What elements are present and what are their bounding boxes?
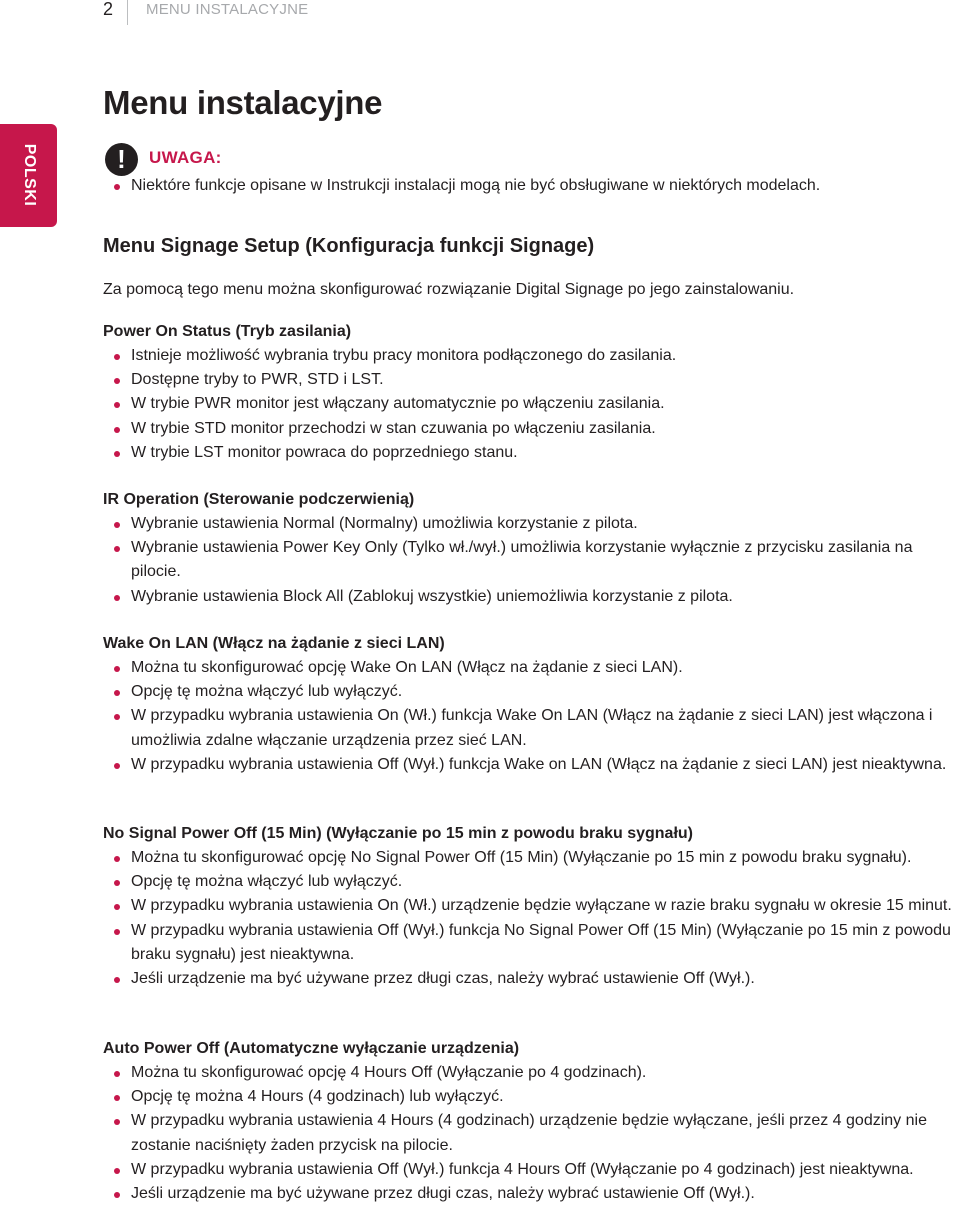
section-power-on-status <box>103 320 958 465</box>
list-item: Można tu skonfigurować opcję 4 Hours Off (Wyłączanie po 4 godzinach). <box>103 1061 958 1085</box>
list-item: Można tu skonfigurować opcję Wake On LAN (Włącz na żądanie z sieci LAN). <box>103 656 958 680</box>
note-text-content: Niektóre funkcje opisane w Instrukcji instalacji mogą nie być obsługiwane w niektórych modelach. <box>131 177 821 194</box>
list-item: W przypadku wybrania ustawienia Off (Wył.) funkcja No Signal Power Off (15 Min) (Wyłączanie po 15 min z powodu braku sygnału) jest nieaktywna. <box>103 919 958 967</box>
language-tab-label: POLSKI <box>21 143 38 207</box>
section-heading: IR Operation (Sterowanie podczerwienią) <box>103 491 415 508</box>
list-item: Jeśli urządzenie ma być używane przez długi czas, należy wybrać ustawienie Off (Wył.). <box>103 967 958 991</box>
page-header <box>0 0 960 25</box>
list-item: Wybranie ustawienia Block All (Zablokuj wszystkie) uniemożliwia korzystanie z pilota. <box>103 585 958 609</box>
section-wake-on-lan <box>103 632 958 777</box>
section-auto-power-off <box>103 1037 958 1206</box>
list-item: W przypadku wybrania ustawienia On (Wł.) funkcja Wake On LAN (Włącz na żądanie z sieci LAN) jest włączona i umożliwia zdalne włączanie urządzenia przez sieć LAN. <box>103 704 958 752</box>
list-item: Opcję tę można włączyć lub wyłączyć. <box>103 680 958 704</box>
warning-icon <box>105 143 138 176</box>
list-item: W przypadku wybrania ustawienia Off (Wył.) funkcja Wake on LAN (Włącz na żądanie z sieci LAN) jest nieaktywna. <box>103 753 958 777</box>
section-ir-operation <box>103 488 958 609</box>
bullet-list <box>103 344 958 465</box>
signage-heading: Menu Signage Setup (Konfiguracja funkcji Signage) <box>103 235 595 257</box>
bullet-list <box>103 656 958 777</box>
section-heading: Power On Status (Tryb zasilania) <box>103 323 352 340</box>
bullet-list <box>103 846 958 991</box>
header-section-title: MENU INSTALACYJNE <box>146 1 309 18</box>
header-divider <box>127 0 128 25</box>
note-text <box>113 177 820 195</box>
list-item: Można tu skonfigurować opcję No Signal Power Off (15 Min) (Wyłączanie po 15 min z powodu braku sygnału). <box>103 846 958 870</box>
list-item: W trybie PWR monitor jest włączany automatycznie po włączeniu zasilania. <box>103 392 958 416</box>
list-item: Dostępne tryby to PWR, STD i LST. <box>103 368 958 392</box>
section-heading: Auto Power Off (Automatyczne wyłączanie urządzenia) <box>103 1040 520 1057</box>
page-number: 2 <box>103 0 114 19</box>
signage-intro: Za pomocą tego menu można skonfigurować rozwiązanie Digital Signage po jego zainstalowaniu. <box>103 281 795 298</box>
list-item: Opcję tę można włączyć lub wyłączyć. <box>103 870 958 894</box>
list-item: W trybie STD monitor przechodzi w stan czuwania po włączeniu zasilania. <box>103 417 958 441</box>
list-item: W przypadku wybrania ustawienia On (Wł.) urządzenie będzie wyłączane w razie braku sygnału w okresie 15 minut. <box>103 894 958 918</box>
list-item: Opcję tę można 4 Hours (4 godzinach) lub wyłączyć. <box>103 1085 958 1109</box>
section-heading: No Signal Power Off (15 Min) (Wyłączanie po 15 min z powodu braku sygnału) <box>103 825 693 842</box>
page-title: Menu instalacyjne <box>103 84 383 121</box>
list-item: W przypadku wybrania ustawienia 4 Hours (4 godzinach) urządzenie będzie wyłączane, jeśli przez 4 godziny nie zostanie naciśnięty żaden przycisk na pilocie. <box>103 1109 958 1157</box>
list-item: Wybranie ustawienia Normal (Normalny) umożliwia korzystanie z pilota. <box>103 512 958 536</box>
language-tab <box>0 124 57 227</box>
list-item: Jeśli urządzenie ma być używane przez długi czas, należy wybrać ustawienie Off (Wył.). <box>103 1182 958 1206</box>
bullet-list <box>103 512 958 609</box>
list-item: Wybranie ustawienia Power Key Only (Tylko wł./wył.) umożliwia korzystanie wyłącznie z przycisku zasilania na pilocie. <box>103 536 958 584</box>
list-item: Istnieje możliwość wybrania trybu pracy monitora podłączonego do zasilania. <box>103 344 958 368</box>
note-label: UWAGA: <box>149 148 222 167</box>
section-heading: Wake On LAN (Włącz na żądanie z sieci LAN) <box>103 635 445 652</box>
list-item: W przypadku wybrania ustawienia Off (Wył.) funkcja 4 Hours Off (Wyłączanie po 4 godzinach) jest nieaktywna. <box>103 1158 958 1182</box>
section-no-signal-power-off <box>103 822 958 991</box>
list-item: W trybie LST monitor powraca do poprzedniego stanu. <box>103 441 958 465</box>
bullet-list <box>103 1061 958 1206</box>
